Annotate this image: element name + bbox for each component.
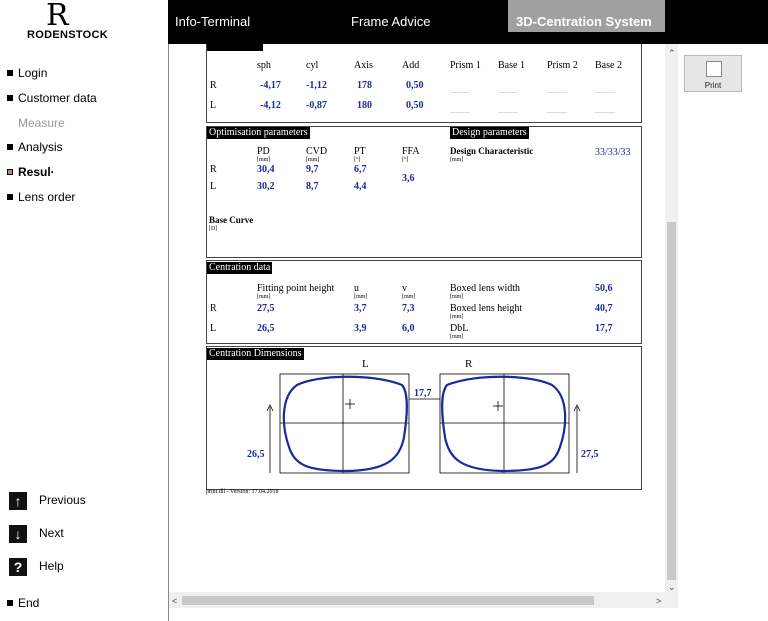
base-curve-unit: [D] [209, 226, 218, 232]
sidebar-item-label: Analysis [18, 140, 63, 154]
prescription-panel [206, 44, 642, 123]
base2-l-blank [595, 112, 615, 113]
header-base-2: Base 2 [595, 60, 622, 71]
boxed-height-label: Boxed lens height [450, 303, 523, 314]
dbl-unit: [mm] [450, 334, 464, 340]
rodenstock-logo [0, 0, 168, 44]
header-fitting-point-height: Fitting point height [257, 283, 335, 294]
unit-pt: [°] [354, 157, 361, 163]
v-r: 7,3 [402, 303, 415, 314]
v-l: 6,0 [402, 323, 415, 334]
design-characteristic-label: Design Characteristic [450, 146, 534, 156]
logo-wordmark: RODENSTOCK [27, 29, 109, 41]
arrow-up-icon: ↑ [9, 492, 27, 510]
tab-info-terminal[interactable]: Info-Terminal [175, 14, 251, 29]
header-sph: sph [257, 60, 271, 71]
sidebar-item-lens-order[interactable] [7, 190, 75, 204]
base-curve-label: Base Curve [209, 215, 254, 225]
sph-r: -4,17 [260, 80, 281, 91]
tab-frame-advice[interactable]: Frame Advice [351, 14, 431, 29]
unit-fph: [mm] [257, 294, 271, 300]
boxed-width-unit: [mm] [450, 294, 464, 300]
cyl-l: -0,87 [306, 100, 327, 111]
sidebar-item-label: Measure [18, 116, 65, 130]
vertical-scroll-thumb[interactable] [667, 222, 676, 580]
right-height-value: 27,5 [581, 449, 599, 460]
lens-diagram [207, 347, 641, 489]
header-cvd: CVD [306, 146, 328, 157]
base1-l-blank [498, 112, 518, 113]
unit-u: [mm] [354, 294, 368, 300]
unit-pd: [mm] [257, 157, 271, 163]
header-ffa: FFA [402, 146, 420, 157]
scroll-up-icon[interactable]: ⌃ [668, 48, 676, 58]
header-prism-1: Prism 1 [450, 60, 481, 71]
axis-l: 180 [357, 100, 372, 111]
cent-eye-l: L [210, 323, 217, 334]
sidebar-item-label: Lens order [18, 190, 76, 204]
end-button[interactable] [7, 596, 39, 610]
fph-r: 27,5 [257, 303, 275, 314]
next-label: Next [39, 526, 64, 541]
prism2-r-blank [547, 92, 567, 93]
header-u: u [354, 283, 359, 294]
unit-ffa: [°] [402, 157, 409, 163]
sph-l: -4,12 [260, 100, 281, 111]
sidebar-item-login[interactable] [7, 66, 47, 80]
arrow-down-icon: ↓ [9, 525, 27, 543]
sidebar-item-result[interactable] [7, 165, 55, 179]
left-lens-label: L [362, 358, 369, 370]
main-menu-bar [168, 0, 768, 44]
opt-eye-r: R [210, 164, 217, 175]
header-add: Add [402, 60, 420, 71]
add-r: 0,50 [406, 80, 424, 91]
u-l: 3,9 [354, 323, 367, 334]
left-lens-shape [284, 377, 407, 471]
sidebar-item-analysis[interactable] [7, 140, 63, 154]
header-v: v [402, 283, 407, 294]
print-button[interactable] [684, 55, 742, 92]
bullet-icon [7, 120, 13, 126]
base1-r-blank [498, 92, 518, 93]
optimisation-panel [206, 126, 642, 258]
sidebar-item-customer-data[interactable] [7, 91, 97, 105]
previous-label: Previous [39, 493, 86, 508]
prism2-l-blank [547, 112, 567, 113]
header-prism-2: Prism 2 [547, 60, 578, 71]
unit-cvd: [mm] [306, 157, 320, 163]
bullet-icon [7, 95, 13, 101]
header-pd: PD [257, 146, 270, 157]
add-l: 0,50 [406, 100, 424, 111]
scroll-left-icon[interactable]: < [172, 596, 178, 606]
centration-dimensions-panel [206, 346, 642, 490]
u-r: 3,7 [354, 303, 367, 314]
boxed-height-unit: [mm] [450, 314, 464, 320]
sidebar-item-label: Customer data [18, 91, 97, 105]
header-cyl: cyl [306, 60, 319, 71]
dimensions-title: Centration Dimensions [209, 348, 302, 359]
prism1-r-blank [450, 92, 470, 93]
end-label: End [18, 596, 40, 610]
design-title: Design parameters [452, 127, 527, 138]
tab-3d-centration-system[interactable]: 3D-Centration System [508, 0, 665, 32]
logo-mark: R [46, 0, 69, 33]
dbl-value: 17,7 [595, 323, 613, 334]
pt-r: 6,7 [354, 164, 367, 175]
previous-button[interactable] [9, 492, 86, 510]
horizontal-scroll-thumb[interactable] [182, 596, 594, 605]
prism1-l-blank [450, 112, 470, 113]
centration-title: Centration data [209, 262, 271, 273]
design-characteristic-unit: [mm] [450, 157, 464, 163]
boxed-width-label: Boxed lens width [450, 283, 520, 294]
document-view [169, 44, 665, 592]
bullet-icon [7, 169, 13, 175]
row-eye-l: L [210, 100, 217, 111]
pt-l: 4,4 [354, 181, 367, 192]
unit-v: [mm] [402, 294, 416, 300]
cyl-r: -1,12 [306, 80, 327, 91]
bullet-icon [7, 600, 13, 606]
boxed-height-value: 40,7 [595, 303, 613, 314]
dbl-label: DbL [450, 323, 469, 334]
help-button[interactable] [9, 558, 64, 576]
pd-r: 30,4 [257, 164, 275, 175]
header-pt: PT [354, 146, 366, 157]
axis-r: 178 [357, 80, 372, 91]
design-characteristic-value: 33/33/33 [595, 147, 631, 158]
print-label: Print [704, 81, 722, 90]
printer-icon [706, 61, 722, 77]
boxed-width-value: 50,6 [595, 283, 613, 294]
bridge-dbl-value: 17,7 [414, 388, 432, 399]
row-eye-r: R [210, 80, 217, 91]
ffa-value: 3,6 [402, 173, 415, 184]
bullet-icon [7, 70, 13, 76]
cvd-r: 9,7 [306, 164, 319, 175]
header-base-1: Base 1 [498, 60, 525, 71]
next-button[interactable] [9, 525, 64, 543]
centration-data-panel [206, 260, 642, 344]
question-icon: ? [9, 558, 27, 576]
scroll-down-icon[interactable]: ⌄ [668, 582, 676, 592]
bullet-icon [7, 194, 13, 200]
left-lens-box [280, 374, 409, 473]
cent-eye-r: R [210, 303, 217, 314]
left-height-value: 26,5 [247, 449, 265, 460]
base2-r-blank [595, 92, 615, 93]
right-lens-box [440, 374, 569, 473]
version-footer: print.dll - Version: 17.04.2018 [206, 489, 279, 495]
optimisation-title: Optimisation parameters [209, 127, 308, 138]
prescription-title-cut [207, 44, 263, 51]
help-label: Help [39, 559, 64, 574]
right-lens-label: R [465, 358, 473, 370]
sidebar-item-label: Resul· [18, 165, 55, 179]
fph-l: 26,5 [257, 323, 275, 334]
sidebar [0, 44, 169, 621]
top-bar [0, 0, 768, 44]
cvd-l: 8,7 [306, 181, 319, 192]
sidebar-item-measure[interactable] [7, 116, 65, 130]
bullet-icon [7, 144, 13, 150]
sidebar-item-label: Login [18, 66, 48, 80]
pd-l: 30,2 [257, 181, 275, 192]
header-axis: Axis [354, 60, 373, 71]
scroll-right-icon[interactable]: > [656, 596, 662, 606]
opt-eye-l: L [210, 181, 217, 192]
